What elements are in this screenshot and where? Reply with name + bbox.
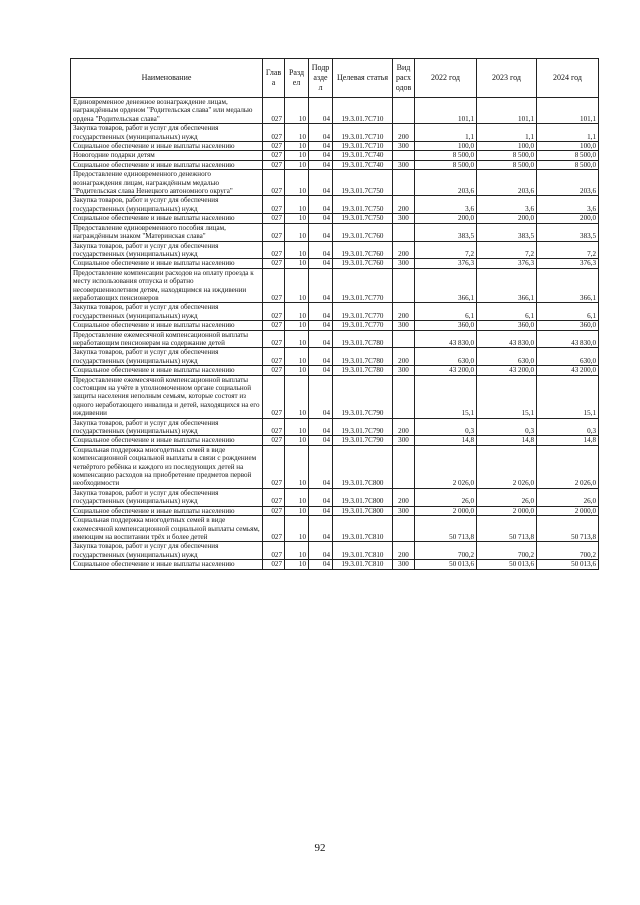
row-name-cell: Закупка товаров, работ и услуг для обеспечения государственных (муниципальных) нужд (71, 542, 263, 560)
row-podrazdel-cell: 04 (309, 223, 333, 241)
row-name-cell: Предоставление ежемесячной компенсационной выплаты состоящим на учёте в уполномоченном органе социальной защиты населения неполным семьям, которые состоят из одного неработающего инвалида и детей, находящихся на его иждивении (71, 375, 263, 418)
row-expense-type-cell: 200 (393, 488, 415, 506)
row-value-2024: 6,1 (537, 303, 599, 321)
row-expense-type-cell: 300 (393, 142, 415, 151)
row-podrazdel-cell: 04 (309, 98, 333, 124)
row-target-article-cell: 19.3.01.7С750 (333, 170, 393, 196)
row-name-cell: Социальное обеспечение и иные выплаты населению (71, 214, 263, 223)
row-value-2024: 100,0 (537, 142, 599, 151)
row-expense-type-cell: 300 (393, 160, 415, 169)
row-value-2023: 8 500,0 (477, 160, 537, 169)
row-value-2022: 14,8 (415, 436, 477, 445)
row-glava-cell: 027 (263, 196, 285, 214)
header-podrazdel: Подр азде л (309, 59, 333, 98)
row-value-2022: 15,1 (415, 375, 477, 418)
row-value-2024: 1,1 (537, 124, 599, 142)
row-target-article-cell: 19.3.01.7С710 (333, 124, 393, 142)
row-name-cell: Социальное обеспечение и иные выплаты населению (71, 321, 263, 330)
table-row (71, 488, 599, 506)
row-value-2022: 101,1 (415, 98, 477, 124)
row-value-2023: 101,1 (477, 98, 537, 124)
row-podrazdel-cell: 04 (309, 241, 333, 259)
row-target-article-cell: 19.3.01.7С810 (333, 560, 393, 569)
row-value-2024: 7,2 (537, 241, 599, 259)
table-row (71, 151, 599, 160)
row-glava-cell: 027 (263, 142, 285, 151)
row-expense-type-cell: 300 (393, 321, 415, 330)
header-year-2022: 2022 год (415, 59, 477, 98)
row-expense-type-cell (393, 98, 415, 124)
row-glava-cell: 027 (263, 516, 285, 542)
row-podrazdel-cell: 04 (309, 516, 333, 542)
row-value-2024: 8 500,0 (537, 160, 599, 169)
row-value-2023: 43 830,0 (477, 330, 537, 348)
row-value-2023: 360,0 (477, 321, 537, 330)
row-value-2022: 8 500,0 (415, 160, 477, 169)
row-value-2024: 360,0 (537, 321, 599, 330)
row-target-article-cell: 19.3.01.7С790 (333, 375, 393, 418)
row-glava-cell: 027 (263, 223, 285, 241)
row-value-2024: 2 000,0 (537, 506, 599, 515)
row-podrazdel-cell: 04 (309, 375, 333, 418)
row-expense-type-cell (393, 268, 415, 303)
row-expense-type-cell (393, 445, 415, 488)
row-razdel-cell: 10 (285, 170, 309, 196)
header-expense-type: Вид расх одов (393, 59, 415, 98)
row-name-cell: Социальное обеспечение и иные выплаты населению (71, 160, 263, 169)
row-value-2023: 50 013,6 (477, 560, 537, 569)
row-glava-cell: 027 (263, 214, 285, 223)
row-razdel-cell: 10 (285, 303, 309, 321)
table-row (71, 542, 599, 560)
row-podrazdel-cell: 04 (309, 259, 333, 268)
row-name-cell: Единовременное денежное вознаграждение лицам, награждённым орденом "Родительская слава" или медалью ордена "Родительская слава" (71, 98, 263, 124)
row-expense-type-cell: 200 (393, 348, 415, 366)
row-value-2024: 0,3 (537, 418, 599, 436)
row-value-2023: 203,6 (477, 170, 537, 196)
row-value-2022: 43 830,0 (415, 330, 477, 348)
row-razdel-cell: 10 (285, 196, 309, 214)
table-row (71, 348, 599, 366)
row-glava-cell: 027 (263, 160, 285, 169)
row-name-cell: Закупка товаров, работ и услуг для обеспечения государственных (муниципальных) нужд (71, 241, 263, 259)
row-podrazdel-cell: 04 (309, 196, 333, 214)
row-value-2023: 14,8 (477, 436, 537, 445)
row-value-2024: 200,0 (537, 214, 599, 223)
row-expense-type-cell: 200 (393, 418, 415, 436)
header-target-article: Целевая статья (333, 59, 393, 98)
row-target-article-cell: 19.3.01.7С770 (333, 268, 393, 303)
row-target-article-cell: 19.3.01.7С760 (333, 259, 393, 268)
row-value-2024: 43 200,0 (537, 366, 599, 375)
row-glava-cell: 027 (263, 170, 285, 196)
row-target-article-cell: 19.3.01.7С770 (333, 321, 393, 330)
row-target-article-cell: 19.3.01.7С710 (333, 142, 393, 151)
row-razdel-cell: 10 (285, 124, 309, 142)
row-name-cell: Закупка товаров, работ и услуг для обеспечения государственных (муниципальных) нужд (71, 488, 263, 506)
row-expense-type-cell: 300 (393, 506, 415, 515)
row-name-cell: Закупка товаров, работ и услуг для обеспечения государственных (муниципальных) нужд (71, 196, 263, 214)
table-row (71, 142, 599, 151)
table-row (71, 303, 599, 321)
row-name-cell: Закупка товаров, работ и услуг для обеспечения государственных (муниципальных) нужд (71, 124, 263, 142)
table-row (71, 436, 599, 445)
row-value-2024: 2 026,0 (537, 445, 599, 488)
row-value-2022: 3,6 (415, 196, 477, 214)
row-podrazdel-cell: 04 (309, 445, 333, 488)
table-row (71, 124, 599, 142)
row-expense-type-cell (393, 516, 415, 542)
row-target-article-cell: 19.3.01.7С810 (333, 542, 393, 560)
row-name-cell: Социальная поддержка многодетных семей в виде компенсационной социальной выплаты в связи с рождением четвёртого ребёнка и каждого из последующих детей на компенсацию расходов на приобретение предметов первой необходимости (71, 445, 263, 488)
row-expense-type-cell: 300 (393, 214, 415, 223)
row-value-2023: 50 713,8 (477, 516, 537, 542)
row-value-2022: 360,0 (415, 321, 477, 330)
row-podrazdel-cell: 04 (309, 170, 333, 196)
row-name-cell: Социальная поддержка многодетных семей в виде ежемесячной компенсационной социальной выплаты семьям, имеющим на воспитании трёх и более детей (71, 516, 263, 542)
row-value-2022: 43 200,0 (415, 366, 477, 375)
row-value-2022: 0,3 (415, 418, 477, 436)
row-expense-type-cell: 200 (393, 241, 415, 259)
row-podrazdel-cell: 04 (309, 160, 333, 169)
table-row (71, 418, 599, 436)
row-podrazdel-cell: 04 (309, 506, 333, 515)
row-expense-type-cell (393, 375, 415, 418)
row-glava-cell: 027 (263, 436, 285, 445)
row-target-article-cell: 19.3.01.7С710 (333, 98, 393, 124)
row-value-2022: 376,3 (415, 259, 477, 268)
header-year-2023: 2023 год (477, 59, 537, 98)
row-glava-cell: 027 (263, 542, 285, 560)
row-value-2022: 100,0 (415, 142, 477, 151)
row-glava-cell: 027 (263, 303, 285, 321)
row-glava-cell: 027 (263, 445, 285, 488)
row-razdel-cell: 10 (285, 445, 309, 488)
header-razdel: Разд ел (285, 59, 309, 98)
row-expense-type-cell: 200 (393, 124, 415, 142)
row-target-article-cell: 19.3.01.7С790 (333, 436, 393, 445)
row-value-2024: 8 500,0 (537, 151, 599, 160)
row-value-2023: 2 026,0 (477, 445, 537, 488)
row-value-2023: 630,0 (477, 348, 537, 366)
row-podrazdel-cell: 04 (309, 542, 333, 560)
row-target-article-cell: 19.3.01.7С760 (333, 241, 393, 259)
row-expense-type-cell: 200 (393, 303, 415, 321)
row-target-article-cell: 19.3.01.7С800 (333, 506, 393, 515)
row-glava-cell: 027 (263, 259, 285, 268)
row-razdel-cell: 10 (285, 542, 309, 560)
row-value-2024: 3,6 (537, 196, 599, 214)
row-podrazdel-cell: 04 (309, 321, 333, 330)
table-row (71, 98, 599, 124)
row-value-2023: 26,0 (477, 488, 537, 506)
row-razdel-cell: 10 (285, 259, 309, 268)
row-target-article-cell: 19.3.01.7С780 (333, 366, 393, 375)
row-podrazdel-cell: 04 (309, 268, 333, 303)
row-target-article-cell: 19.3.01.7С800 (333, 488, 393, 506)
row-expense-type-cell (393, 330, 415, 348)
table-row (71, 560, 599, 569)
row-value-2024: 26,0 (537, 488, 599, 506)
row-razdel-cell: 10 (285, 348, 309, 366)
row-podrazdel-cell: 04 (309, 142, 333, 151)
row-glava-cell: 027 (263, 366, 285, 375)
row-name-cell: Закупка товаров, работ и услуг для обеспечения государственных (муниципальных) нужд (71, 303, 263, 321)
row-name-cell: Предоставление единовременного денежного вознаграждения лицам, награждённым медалью "Родительская слава Ненецкого автономного округа" (71, 170, 263, 196)
table-row (71, 321, 599, 330)
row-value-2024: 101,1 (537, 98, 599, 124)
row-name-cell: Предоставление ежемесячной компенсационной выплаты неработающим пенсионерам на содержание детей (71, 330, 263, 348)
row-expense-type-cell (393, 223, 415, 241)
row-name-cell: Социальное обеспечение и иные выплаты населению (71, 142, 263, 151)
row-value-2024: 203,6 (537, 170, 599, 196)
row-podrazdel-cell: 04 (309, 348, 333, 366)
row-value-2023: 0,3 (477, 418, 537, 436)
row-target-article-cell: 19.3.01.7С740 (333, 160, 393, 169)
row-expense-type-cell: 300 (393, 560, 415, 569)
row-podrazdel-cell: 04 (309, 418, 333, 436)
row-razdel-cell: 10 (285, 160, 309, 169)
row-value-2022: 630,0 (415, 348, 477, 366)
table-row (71, 445, 599, 488)
table-row (71, 214, 599, 223)
row-razdel-cell: 10 (285, 223, 309, 241)
row-glava-cell: 027 (263, 321, 285, 330)
row-value-2022: 2 000,0 (415, 506, 477, 515)
row-value-2023: 3,6 (477, 196, 537, 214)
row-value-2023: 700,2 (477, 542, 537, 560)
row-razdel-cell: 10 (285, 214, 309, 223)
table-row (71, 223, 599, 241)
row-value-2023: 376,3 (477, 259, 537, 268)
row-value-2022: 8 500,0 (415, 151, 477, 160)
row-glava-cell: 027 (263, 488, 285, 506)
row-value-2024: 376,3 (537, 259, 599, 268)
table-row (71, 160, 599, 169)
row-value-2022: 2 026,0 (415, 445, 477, 488)
row-value-2022: 26,0 (415, 488, 477, 506)
row-expense-type-cell (393, 170, 415, 196)
row-podrazdel-cell: 04 (309, 366, 333, 375)
row-target-article-cell: 19.3.01.7С770 (333, 303, 393, 321)
row-glava-cell: 027 (263, 560, 285, 569)
row-target-article-cell: 19.3.01.7С740 (333, 151, 393, 160)
row-value-2022: 200,0 (415, 214, 477, 223)
row-value-2022: 1,1 (415, 124, 477, 142)
row-podrazdel-cell: 04 (309, 303, 333, 321)
table-header-row (71, 59, 599, 98)
row-value-2023: 1,1 (477, 124, 537, 142)
row-razdel-cell: 10 (285, 321, 309, 330)
row-target-article-cell: 19.3.01.7С750 (333, 214, 393, 223)
row-value-2022: 203,6 (415, 170, 477, 196)
page-number: 92 (314, 842, 326, 854)
row-name-cell: Закупка товаров, работ и услуг для обеспечения государственных (муниципальных) нужд (71, 348, 263, 366)
row-razdel-cell: 10 (285, 151, 309, 160)
row-name-cell: Новогодние подарки детям (71, 151, 263, 160)
row-value-2024: 366,1 (537, 268, 599, 303)
row-value-2024: 43 830,0 (537, 330, 599, 348)
row-target-article-cell: 19.3.01.7С810 (333, 516, 393, 542)
row-podrazdel-cell: 04 (309, 436, 333, 445)
row-glava-cell: 027 (263, 506, 285, 515)
row-value-2022: 700,2 (415, 542, 477, 560)
row-expense-type-cell (393, 151, 415, 160)
row-name-cell: Предоставление единовременного пособия лицам, награждённым знаком "Материнская слава" (71, 223, 263, 241)
row-razdel-cell: 10 (285, 436, 309, 445)
row-podrazdel-cell: 04 (309, 560, 333, 569)
row-podrazdel-cell: 04 (309, 214, 333, 223)
row-glava-cell: 027 (263, 241, 285, 259)
budget-table (70, 58, 599, 570)
row-razdel-cell: 10 (285, 418, 309, 436)
table-body (71, 98, 599, 570)
row-target-article-cell: 19.3.01.7С780 (333, 330, 393, 348)
row-value-2023: 2 000,0 (477, 506, 537, 515)
row-razdel-cell: 10 (285, 560, 309, 569)
row-value-2024: 700,2 (537, 542, 599, 560)
table-row (71, 170, 599, 196)
row-value-2022: 7,2 (415, 241, 477, 259)
row-glava-cell: 027 (263, 268, 285, 303)
row-target-article-cell: 19.3.01.7С750 (333, 196, 393, 214)
row-razdel-cell: 10 (285, 268, 309, 303)
row-expense-type-cell: 200 (393, 196, 415, 214)
row-value-2023: 100,0 (477, 142, 537, 151)
table-row (71, 330, 599, 348)
row-expense-type-cell: 300 (393, 436, 415, 445)
row-podrazdel-cell: 04 (309, 330, 333, 348)
header-year-2024: 2024 год (537, 59, 599, 98)
table-row (71, 196, 599, 214)
row-podrazdel-cell: 04 (309, 488, 333, 506)
row-razdel-cell: 10 (285, 506, 309, 515)
row-razdel-cell: 10 (285, 488, 309, 506)
row-expense-type-cell: 300 (393, 259, 415, 268)
row-value-2023: 43 200,0 (477, 366, 537, 375)
row-value-2024: 14,8 (537, 436, 599, 445)
table-row (71, 259, 599, 268)
table-row (71, 268, 599, 303)
row-target-article-cell: 19.3.01.7С760 (333, 223, 393, 241)
row-razdel-cell: 10 (285, 98, 309, 124)
row-razdel-cell: 10 (285, 330, 309, 348)
row-glava-cell: 027 (263, 418, 285, 436)
row-name-cell: Закупка товаров, работ и услуг для обеспечения государственных (муниципальных) нужд (71, 418, 263, 436)
row-value-2022: 50 713,8 (415, 516, 477, 542)
row-value-2023: 7,2 (477, 241, 537, 259)
row-target-article-cell: 19.3.01.7С790 (333, 418, 393, 436)
row-value-2023: 6,1 (477, 303, 537, 321)
row-podrazdel-cell: 04 (309, 124, 333, 142)
row-value-2024: 630,0 (537, 348, 599, 366)
header-glava: Глав а (263, 59, 285, 98)
row-glava-cell: 027 (263, 330, 285, 348)
row-expense-type-cell: 200 (393, 542, 415, 560)
row-expense-type-cell: 300 (393, 366, 415, 375)
row-value-2023: 366,1 (477, 268, 537, 303)
row-value-2023: 8 500,0 (477, 151, 537, 160)
row-name-cell: Социальное обеспечение и иные выплаты населению (71, 259, 263, 268)
row-target-article-cell: 19.3.01.7С780 (333, 348, 393, 366)
row-glava-cell: 027 (263, 375, 285, 418)
row-glava-cell: 027 (263, 98, 285, 124)
row-value-2022: 50 013,6 (415, 560, 477, 569)
table-row (71, 516, 599, 542)
row-razdel-cell: 10 (285, 366, 309, 375)
row-value-2022: 383,5 (415, 223, 477, 241)
row-name-cell: Предоставление компенсации расходов на оплату проезда к месту использования отпуска и обратно несовершеннолетним детям, находящимся на иждивении неработающих пенсионеров (71, 268, 263, 303)
row-glava-cell: 027 (263, 348, 285, 366)
row-name-cell: Социальное обеспечение и иные выплаты населению (71, 436, 263, 445)
row-name-cell: Социальное обеспечение и иные выплаты населению (71, 506, 263, 515)
table-row (71, 241, 599, 259)
row-name-cell: Социальное обеспечение и иные выплаты населению (71, 366, 263, 375)
row-value-2022: 6,1 (415, 303, 477, 321)
row-value-2024: 15,1 (537, 375, 599, 418)
row-value-2023: 15,1 (477, 375, 537, 418)
row-name-cell: Социальное обеспечение и иные выплаты населению (71, 560, 263, 569)
table-row (71, 506, 599, 515)
row-value-2024: 383,5 (537, 223, 599, 241)
table-row (71, 375, 599, 418)
row-razdel-cell: 10 (285, 375, 309, 418)
row-glava-cell: 027 (263, 124, 285, 142)
row-value-2024: 50 013,6 (537, 560, 599, 569)
budget-table-sheet (70, 58, 598, 570)
table-row (71, 366, 599, 375)
row-value-2024: 50 713,8 (537, 516, 599, 542)
row-razdel-cell: 10 (285, 516, 309, 542)
row-razdel-cell: 10 (285, 142, 309, 151)
row-value-2023: 200,0 (477, 214, 537, 223)
row-value-2023: 383,5 (477, 223, 537, 241)
row-target-article-cell: 19.3.01.7С800 (333, 445, 393, 488)
header-name: Наименование (71, 59, 263, 98)
row-glava-cell: 027 (263, 151, 285, 160)
row-podrazdel-cell: 04 (309, 151, 333, 160)
row-razdel-cell: 10 (285, 241, 309, 259)
row-value-2022: 366,1 (415, 268, 477, 303)
